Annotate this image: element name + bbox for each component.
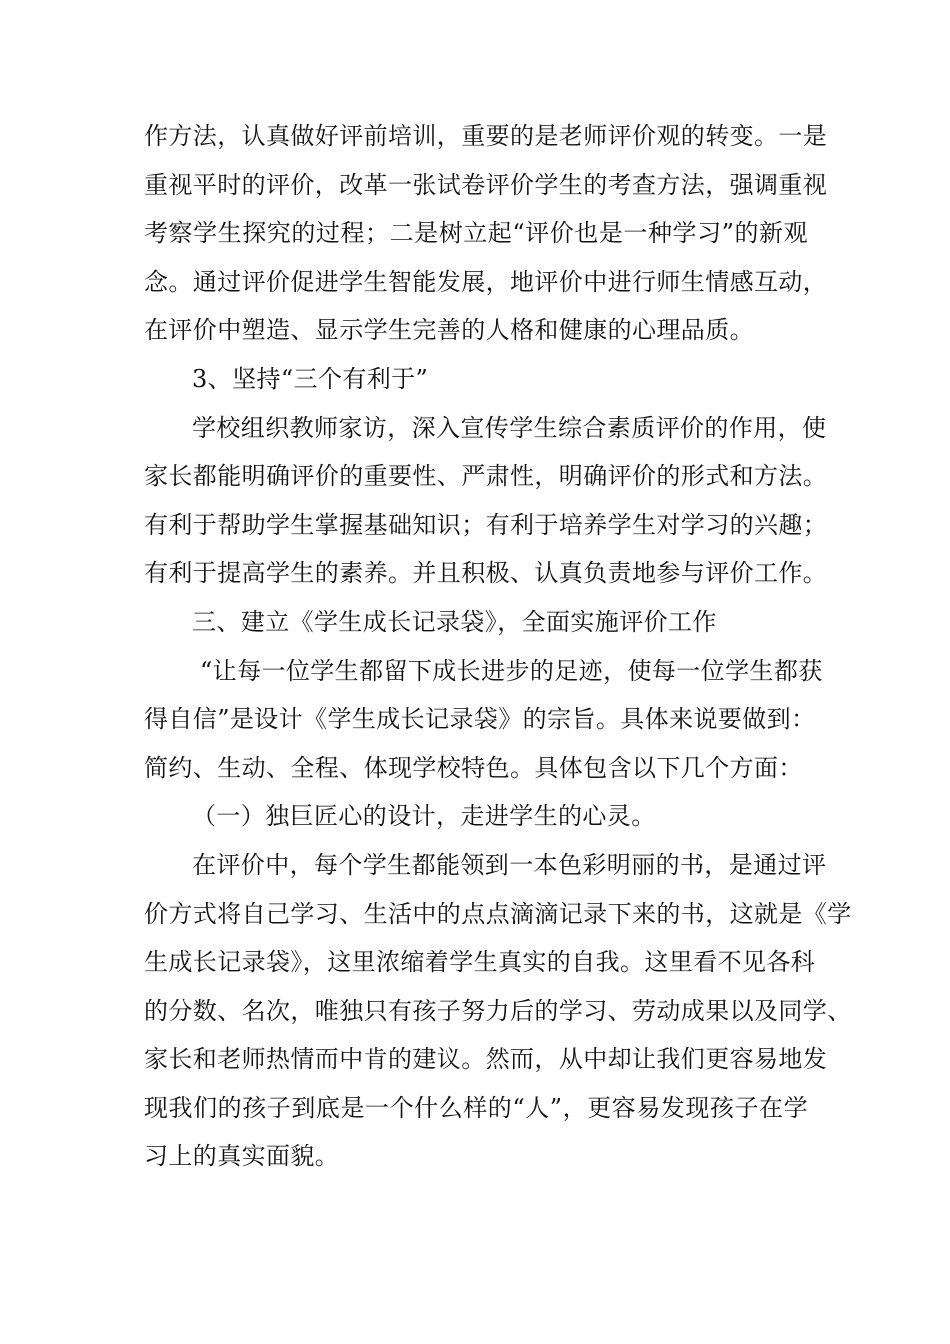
text-line: 念。通过评价促进学生智能发展，地评价中进行师生情感互动， [144, 267, 828, 296]
text-line: 有利于帮助学生掌握基础知识；有利于培养学生对学习的兴趣； [144, 510, 828, 539]
text-line: “让每一位学生都留下成长进步的足迹，使每一位学生都获 [200, 656, 823, 685]
text-line: 得自信”是设计《学生成长记录袋》的宗旨。具体来说要做到： [144, 705, 816, 734]
text-line: 作方法，认真做好评前培训，重要的是老师评价观的转变。一是 [144, 122, 828, 150]
text-line: 有利于提高学生的素养。并且积极、认真负责地参与评价工作。 [144, 559, 828, 588]
text-line: 在评价中，每个学生都能领到一本色彩明丽的书，是通过评 [192, 850, 827, 879]
text-line: 家长都能明确评价的重要性、严肃性，明确评价的形式和方法。 [144, 462, 828, 491]
section-heading: 3、坚持“三个有利于” [192, 364, 429, 393]
text-line: 现我们的孩子到底是一个什么样的“人”，更容易发现孩子在学 [144, 1093, 808, 1122]
subsection-heading: （一）独巨匠心的设计，走进学生的心灵。 [192, 802, 656, 831]
text-line: 在评价中塑造、显示学生完善的人格和健康的心理品质。 [144, 316, 754, 345]
text-line: 学校组织教师家访，深入宣传学生综合素质评价的作用，使 [192, 413, 827, 442]
document-body [144, 112, 852, 1181]
text-line: 的分数、名次，唯独只有孩子努力后的学习、劳动成果以及同学、 [144, 996, 852, 1025]
text-line: 简约、生动、全程、体现学校特色。具体包含以下几个方面： [144, 753, 803, 782]
text-line: 重视平时的评价，改革一张试卷评价学生的考查方法，强调重视 [144, 170, 828, 199]
section-heading: 三、建立《学生成长记录袋》，全面实施评价工作 [192, 607, 717, 636]
text-line: 习上的真实面貌。 [144, 1142, 340, 1171]
text-line: 家长和老师热情而中肯的建议。然而，从中却让我们更容易地发 [144, 1045, 828, 1074]
text-line: 价方式将自己学习、生活中的点点滴滴记录下来的书，这就是《学 [144, 899, 852, 928]
text-line: 考察学生探究的过程；二是树立起“评价也是一种学习”的新观 [144, 219, 808, 248]
text-line: 生成长记录袋》，这里浓缩着学生真实的自我。这里看不见各科 [144, 948, 816, 977]
